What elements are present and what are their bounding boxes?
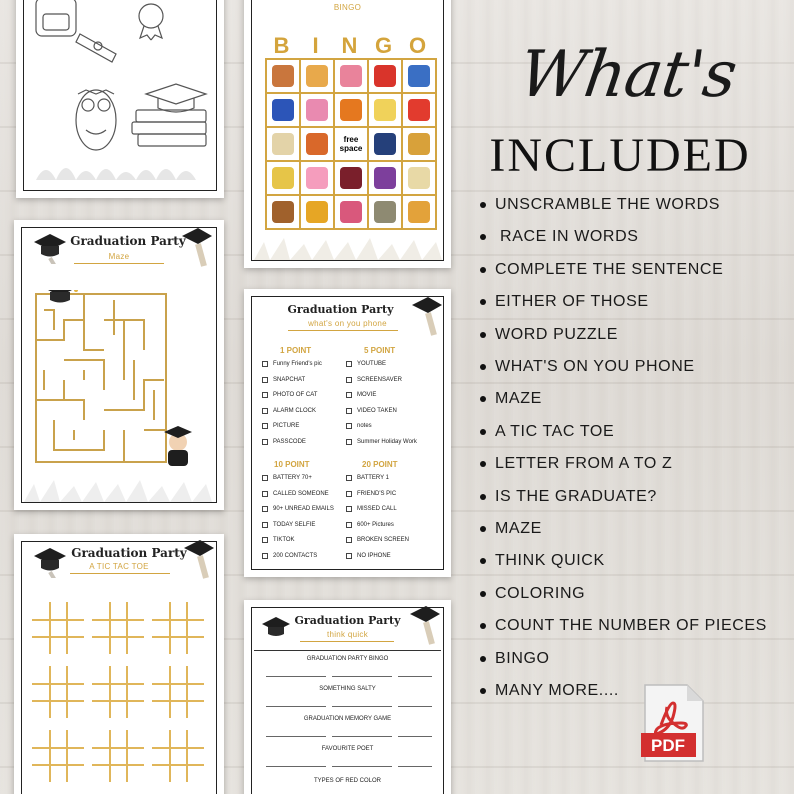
tictactoe-grid[interactable]: [92, 602, 144, 654]
bingo-grid: [265, 58, 437, 230]
included-item-label: COUNT THE NUMBER OF PIECES: [495, 617, 767, 635]
bingo-cell: [334, 195, 368, 229]
sheet-title: Graduation Party: [294, 614, 401, 627]
answer-line[interactable]: [266, 706, 326, 707]
checkbox[interactable]: [346, 361, 352, 367]
bingo-cell: [402, 93, 436, 127]
included-item: [480, 650, 550, 668]
checkbox[interactable]: [346, 475, 352, 481]
checkbox[interactable]: [262, 506, 268, 512]
grass-decoration: [36, 168, 196, 180]
question-label: FAVOURITE POET: [321, 746, 374, 752]
subtitle-underline: [74, 263, 164, 264]
maze-sheet: [14, 220, 224, 510]
included-item: [480, 455, 672, 473]
tshirt-icon: [340, 167, 362, 189]
tictactoe-grid[interactable]: [152, 666, 204, 718]
checkbox[interactable]: [262, 439, 268, 445]
checkbox[interactable]: [262, 553, 268, 559]
checkbox[interactable]: [262, 475, 268, 481]
checkbox[interactable]: [262, 423, 268, 429]
hourglass-icon: [408, 133, 430, 155]
sneaker-icon: [306, 201, 328, 223]
bingo-cell: [266, 93, 300, 127]
included-item-label: MAZE: [495, 520, 542, 537]
tictactoe-sheet: [14, 534, 224, 794]
free-space-label: free space: [339, 135, 363, 153]
tictactoe-grid[interactable]: [32, 602, 84, 654]
cap-hand-icon: [406, 604, 442, 648]
checkbox[interactable]: [346, 506, 352, 512]
pizza-icon: [306, 65, 328, 87]
bullet-icon: [480, 558, 486, 564]
notepad-icon: [374, 99, 396, 121]
bingo-subtitle: BINGO: [333, 3, 362, 12]
checklist-item: [262, 377, 334, 384]
pdf-file-icon: [641, 681, 707, 765]
checklist-label: CALLED SOMEONE: [273, 490, 329, 497]
included-item: [480, 423, 614, 441]
included-item-label: IS THE GRADUATE?: [495, 487, 657, 505]
included-item: [480, 617, 767, 635]
globe-icon: [374, 201, 396, 223]
basketball-icon: [306, 133, 328, 155]
tictactoe-grid[interactable]: [152, 730, 204, 782]
backpack-icon: [36, 0, 76, 36]
included-item-label: MAZE: [495, 390, 542, 408]
checklist-label: notes: [357, 423, 372, 429]
included-item: [480, 326, 618, 344]
bullet-icon: [480, 656, 486, 662]
checkbox[interactable]: [262, 361, 268, 367]
checklist-label: Summer Holiday Work: [357, 438, 417, 445]
bullet-icon: [480, 396, 486, 402]
checklist-item: [346, 361, 418, 368]
checklist-label: PICTURE: [273, 423, 300, 429]
answer-line[interactable]: [398, 766, 432, 767]
soda-can-icon: [374, 65, 396, 87]
diploma-scroll-icon: [76, 34, 116, 62]
hands-decoration: [14, 472, 224, 502]
answer-line[interactable]: [266, 676, 326, 677]
checklist-label: PHOTO OF CAT: [273, 392, 318, 398]
checkbox[interactable]: [262, 522, 268, 528]
bingo-cell: [266, 195, 300, 229]
checklist-label: BATTERY 1: [357, 475, 390, 481]
question-label: TYPES OF RED COLOR: [313, 778, 381, 784]
bullet-icon: [480, 299, 486, 305]
section-heading: 1 POINT: [280, 346, 312, 355]
envelope-icon: [408, 167, 430, 189]
ruler-icon: [272, 167, 294, 189]
included-item-label: WHAT'S ON YOU PHONE: [495, 358, 695, 375]
checkbox[interactable]: [346, 537, 352, 543]
checklist-item: [262, 522, 334, 529]
soap-icon: [306, 167, 328, 189]
bingo-cell: [368, 161, 402, 195]
bullet-icon: [480, 461, 486, 467]
checklist-item: [346, 537, 418, 544]
answer-line[interactable]: [398, 736, 432, 737]
bullet-icon: [480, 494, 486, 500]
maze-cap-icon: [44, 290, 78, 303]
included-item: [480, 228, 639, 246]
answer-line[interactable]: [398, 676, 432, 677]
checkbox[interactable]: [346, 377, 352, 383]
dress-icon: [306, 99, 328, 121]
bingo-cell: [300, 161, 334, 195]
answer-line[interactable]: [332, 676, 392, 677]
bingo-cell: [266, 127, 300, 161]
divider: [254, 650, 441, 651]
checklist-item: [346, 439, 418, 446]
checklist-item: [346, 522, 418, 529]
checklist-item: [262, 361, 334, 368]
checklist-label: SNAPCHAT: [273, 376, 306, 383]
taco-icon: [408, 201, 430, 223]
medal-icon: [139, 4, 163, 40]
checkbox[interactable]: [346, 553, 352, 559]
checkbox[interactable]: [346, 392, 352, 398]
bingo-letters: [265, 33, 435, 59]
answer-line[interactable]: [398, 706, 432, 707]
bingo-cell: [266, 161, 300, 195]
pdf-label: PDF: [651, 736, 685, 755]
checklist-label: MOVIE: [357, 392, 377, 398]
checklist-label: SCREENSAVER: [357, 376, 402, 383]
bingo-letter: I: [312, 33, 320, 58]
bingo-cell: [300, 93, 334, 127]
sheet-subtitle: think quick: [326, 630, 369, 639]
sheet-title: Graduation Party: [287, 303, 394, 316]
bullet-icon: [480, 688, 486, 694]
bingo-sheet: [244, 0, 451, 268]
bingo-cell: [300, 127, 334, 161]
subtitle-underline: [300, 641, 394, 642]
coloring-sheet: [16, 0, 224, 198]
checklist-label: TIKTOK: [273, 537, 295, 543]
checklist-label: TODAY SELFIE: [273, 521, 316, 528]
sheet-subtitle: what's on you phone: [308, 319, 387, 328]
bingo-cell: [402, 59, 436, 93]
included-item: [480, 520, 542, 538]
answer-line[interactable]: [332, 706, 392, 707]
checklist-item: [262, 423, 334, 430]
bullet-icon: [480, 591, 486, 597]
checklist-label: BROKEN SCREEN: [357, 537, 410, 543]
checklist-item: [262, 439, 334, 446]
included-item-label: COMPLETE THE SENTENCE: [495, 260, 724, 278]
included-item: [480, 682, 619, 700]
included-item-label: MANY MORE....: [495, 682, 619, 699]
included-item: [480, 196, 720, 214]
bingo-cell: [334, 161, 368, 195]
included-item-label: RACE IN WORDS: [495, 228, 639, 246]
answer-line[interactable]: [332, 736, 392, 737]
bullet-icon: [480, 364, 486, 370]
checklist-label: 600+ Pictures: [357, 521, 394, 528]
question-label: GRADUATION MEMORY GAME: [303, 716, 392, 722]
bullet-icon: [480, 332, 486, 338]
included-item-label: BINGO: [495, 649, 550, 667]
checklist-label: BATTERY 70+: [273, 475, 312, 481]
checklist-item: [262, 408, 334, 415]
checkbox[interactable]: [346, 522, 352, 528]
ice-cream-icon: [340, 65, 362, 87]
chalkboard-icon: [374, 133, 396, 155]
checkbox[interactable]: [262, 491, 268, 497]
owl-icon: [76, 90, 116, 150]
section-heading: 10 POINT: [274, 460, 310, 469]
question-label: SOMETHING SALTY: [319, 686, 376, 692]
checkbox[interactable]: [346, 423, 352, 429]
sheet-subtitle: A TIC TAC TOE: [89, 562, 149, 571]
sheet-title: Graduation Party: [70, 234, 186, 248]
checkbox[interactable]: [262, 537, 268, 543]
bullet-icon: [480, 429, 486, 435]
included-item-label: UNSCRAMBLE THE WORDS: [495, 196, 721, 213]
bingo-cell: [300, 59, 334, 93]
included-item-label: COLORING: [495, 584, 586, 602]
checklist-item: [346, 392, 418, 399]
included-item-label: EITHER OF THOSE: [495, 293, 649, 311]
cap-hand-icon: [408, 295, 444, 339]
checklist-item: [346, 553, 418, 560]
bingo-letter: G: [374, 33, 394, 58]
checklist-label: NO IPHONE: [357, 552, 391, 559]
checklist-item: [262, 506, 334, 513]
included-item: [480, 552, 605, 570]
sheet-title: Graduation Party: [71, 546, 187, 560]
included-item: [480, 390, 542, 408]
checklist-label: ALARM CLOCK: [273, 407, 317, 414]
checkbox[interactable]: [262, 377, 268, 383]
bingo-cell: [368, 93, 402, 127]
hands-decoration: [244, 230, 451, 260]
books-cap-icon: [132, 84, 206, 146]
fries-icon: [408, 99, 430, 121]
included-item: [480, 488, 657, 506]
bullet-icon: [480, 623, 486, 629]
checklist-item: [262, 475, 334, 482]
maze-graphic: [14, 290, 224, 490]
checklist-item: [262, 392, 334, 399]
checklist-label: MISSED CALL: [357, 506, 397, 512]
included-item: [480, 261, 723, 279]
subtitle-underline: [70, 573, 170, 574]
checkbox[interactable]: [262, 392, 268, 398]
bullet-icon: [480, 526, 486, 532]
flowers-icon: [340, 201, 362, 223]
checklist-item: [346, 475, 418, 482]
question-label: GRADUATION PARTY BINGO: [306, 656, 389, 662]
heading-script: What's: [514, 38, 741, 112]
heading-included: INCLUDED: [489, 129, 751, 182]
checkbox[interactable]: [346, 491, 352, 497]
checkbox[interactable]: [346, 439, 352, 445]
included-item: [480, 293, 649, 311]
checklist-label: 200 CONTACTS: [273, 552, 318, 559]
sheet-subtitle: Maze: [108, 252, 130, 261]
answer-line[interactable]: [332, 766, 392, 767]
donut-icon: [272, 65, 294, 87]
bingo-cell: [368, 59, 402, 93]
bingo-cell: [300, 195, 334, 229]
checklist-label: FRIEND'S PIC: [357, 490, 397, 497]
checklist-label: Funny Friend's pic: [273, 361, 322, 367]
checklist-item: [346, 408, 418, 415]
book-icon: [272, 99, 294, 121]
answer-line[interactable]: [266, 736, 326, 737]
section-heading: 5 POINT: [364, 346, 396, 355]
bingo-letter: N: [341, 33, 359, 58]
bingo-cell: [402, 127, 436, 161]
included-item: [480, 358, 695, 376]
tictactoe-grid[interactable]: [32, 666, 84, 718]
bullet-icon: [480, 202, 486, 208]
burger-icon: [272, 201, 294, 223]
included-item: [480, 585, 585, 603]
bingo-cell: [266, 59, 300, 93]
checklist-label: 90+ UNREAD EMAILS: [273, 506, 334, 512]
tictactoe-grid[interactable]: [92, 666, 144, 718]
bingo-cell: [402, 195, 436, 229]
diploma-icon: [272, 133, 294, 155]
checklist-label: PASSCODE: [273, 438, 306, 445]
bingo-cell: [368, 127, 402, 161]
checklist-label: YOUTUBE: [357, 361, 387, 367]
bullet-icon: [480, 234, 486, 240]
grapes-icon: [374, 167, 396, 189]
cap-hand-icon: [180, 538, 216, 582]
subtitle-underline: [288, 330, 398, 331]
answer-line[interactable]: [266, 766, 326, 767]
included-item-label: THINK QUICK: [495, 552, 605, 570]
included-item-label: WORD PUZZLE: [495, 325, 619, 343]
pumpkin-icon: [340, 99, 362, 121]
checklist-item: [262, 491, 334, 498]
section-heading: 20 POINT: [362, 460, 398, 469]
graduate-figure-icon: [164, 426, 192, 466]
included-item-label: A TIC TAC TOE: [495, 422, 615, 440]
cap-hand-icon: [178, 226, 214, 270]
checklist-item: [262, 553, 334, 560]
bingo-cell: [334, 93, 368, 127]
checklist-item: [346, 506, 418, 513]
yarn-icon: [408, 65, 430, 87]
checklist-item: [346, 423, 418, 430]
checkbox[interactable]: [346, 408, 352, 414]
included-item-label: LETTER FROM A TO Z: [495, 455, 673, 473]
bingo-cell: [402, 161, 436, 195]
checklist-item: [346, 491, 418, 498]
bingo-cell: [334, 127, 368, 161]
tictactoe-grid[interactable]: [92, 730, 144, 782]
checklist-label: VIDEO TAKEN: [357, 407, 397, 414]
bingo-letter: O: [408, 33, 428, 58]
tictactoe-grid[interactable]: [152, 602, 204, 654]
checkbox[interactable]: [262, 408, 268, 414]
phone-sheet: [244, 289, 451, 577]
bingo-cell: [334, 59, 368, 93]
bingo-cell: [368, 195, 402, 229]
think-quick-sheet: [244, 600, 451, 794]
checklist-item: [262, 537, 334, 544]
bullet-icon: [480, 267, 486, 273]
bingo-letter: B: [273, 33, 291, 58]
coloring-illustrations: [16, 0, 224, 198]
checklist-item: [346, 377, 418, 384]
tictactoe-grid[interactable]: [32, 730, 84, 782]
